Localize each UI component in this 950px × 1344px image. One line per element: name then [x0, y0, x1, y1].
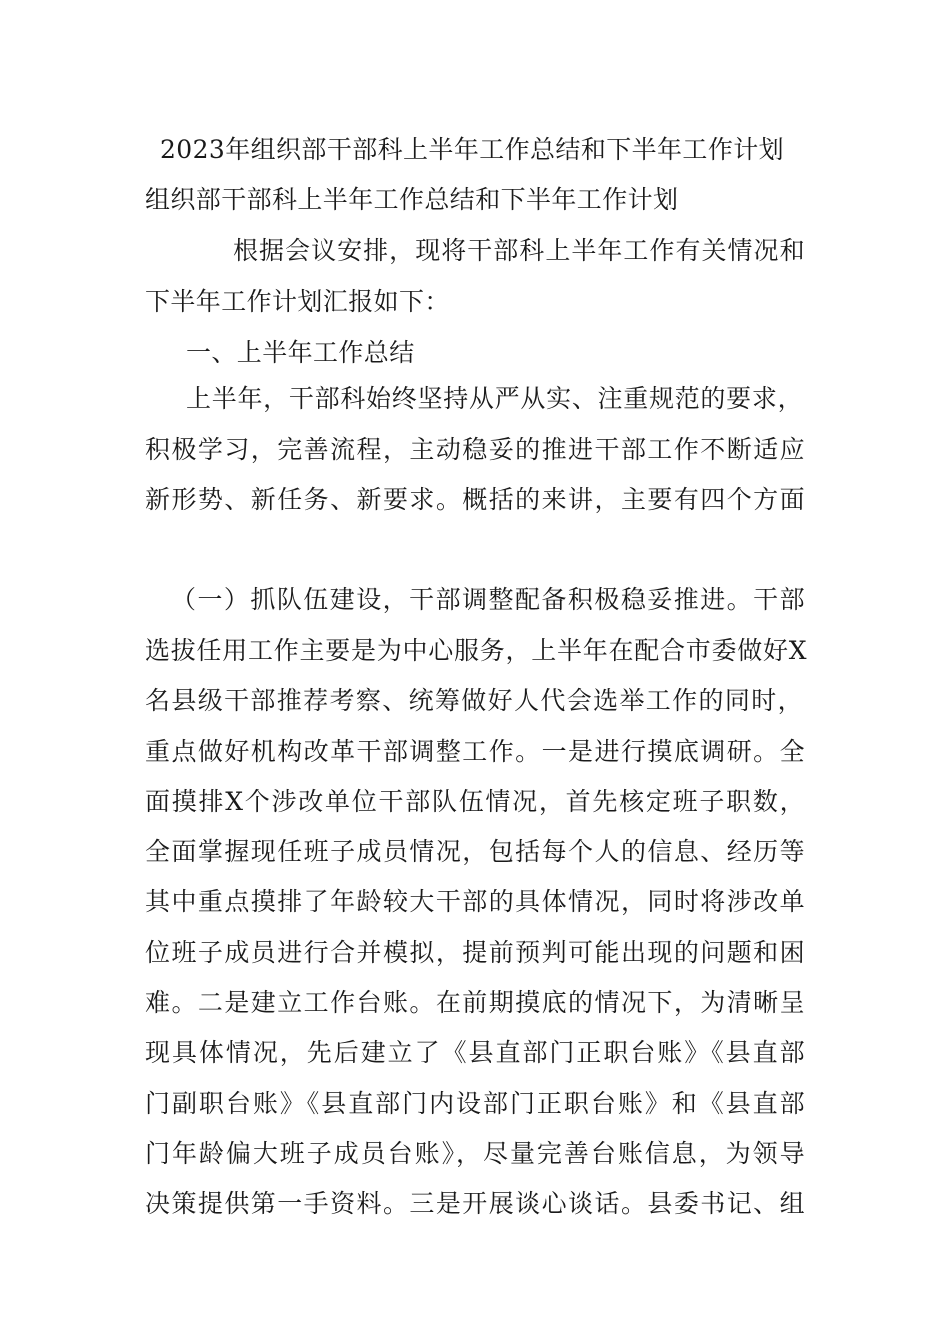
item-line-9: 难。二是建立工作台账。在前期摸底的情况下，为清晰呈	[145, 988, 805, 1017]
item-line-6: 全面掌握现任班子成员情况，包括每个人的信息、经历等	[145, 837, 805, 866]
document-title: 2023年组织部干部科上半年工作总结和下半年工作计划	[160, 135, 785, 164]
item-line-10: 现具体情况，先后建立了《县直部门正职台账》《县直部	[145, 1038, 805, 1067]
summary-line-3: 新形势、新任务、新要求。概括的来讲，主要有四个方面	[145, 485, 805, 514]
item-line-5: 面摸排X个涉改单位干部队伍情况，首先核定班子职数，	[145, 787, 805, 816]
item-line-8: 位班子成员进行合并模拟，提前预判可能出现的问题和困	[145, 938, 805, 967]
item-line-4: 重点做好机构改革干部调整工作。一是进行摸底调研。全	[145, 737, 805, 766]
item-line-12: 门年龄偏大班子成员台账》，尽量完善台账信息，为领导	[145, 1139, 805, 1168]
item-line-13: 决策提供第一手资料。三是开展谈心谈话。县委书记、组	[145, 1189, 805, 1218]
intro-line-1: 根据会议安排，现将干部科上半年工作有关情况和	[233, 236, 805, 265]
item-line-11: 门副职台账》《县直部门内设部门正职台账》和《县直部	[145, 1089, 805, 1118]
summary-line-1: 上半年，干部科始终坚持从严从实、注重规范的要求，	[186, 384, 803, 413]
document-subtitle: 组织部干部科上半年工作总结和下半年工作计划	[145, 185, 679, 214]
item-line-2: 选拔任用工作主要是为中心服务，上半年在配合市委做好X	[145, 636, 807, 665]
intro-line-2: 下半年工作计划汇报如下：	[145, 287, 450, 316]
item-line-3: 名县级干部推荐考察、统筹做好人代会选举工作的同时，	[145, 686, 803, 715]
item-line-7: 其中重点摸排了年龄较大干部的具体情况，同时将涉改单	[145, 887, 805, 916]
item-line-1: （一）抓队伍建设，干部调整配备积极稳妥推进。干部	[171, 585, 805, 614]
summary-line-2: 积极学习，完善流程，主动稳妥的推进干部工作不断适应	[145, 435, 805, 464]
section-heading: 一、上半年工作总结	[186, 338, 415, 367]
